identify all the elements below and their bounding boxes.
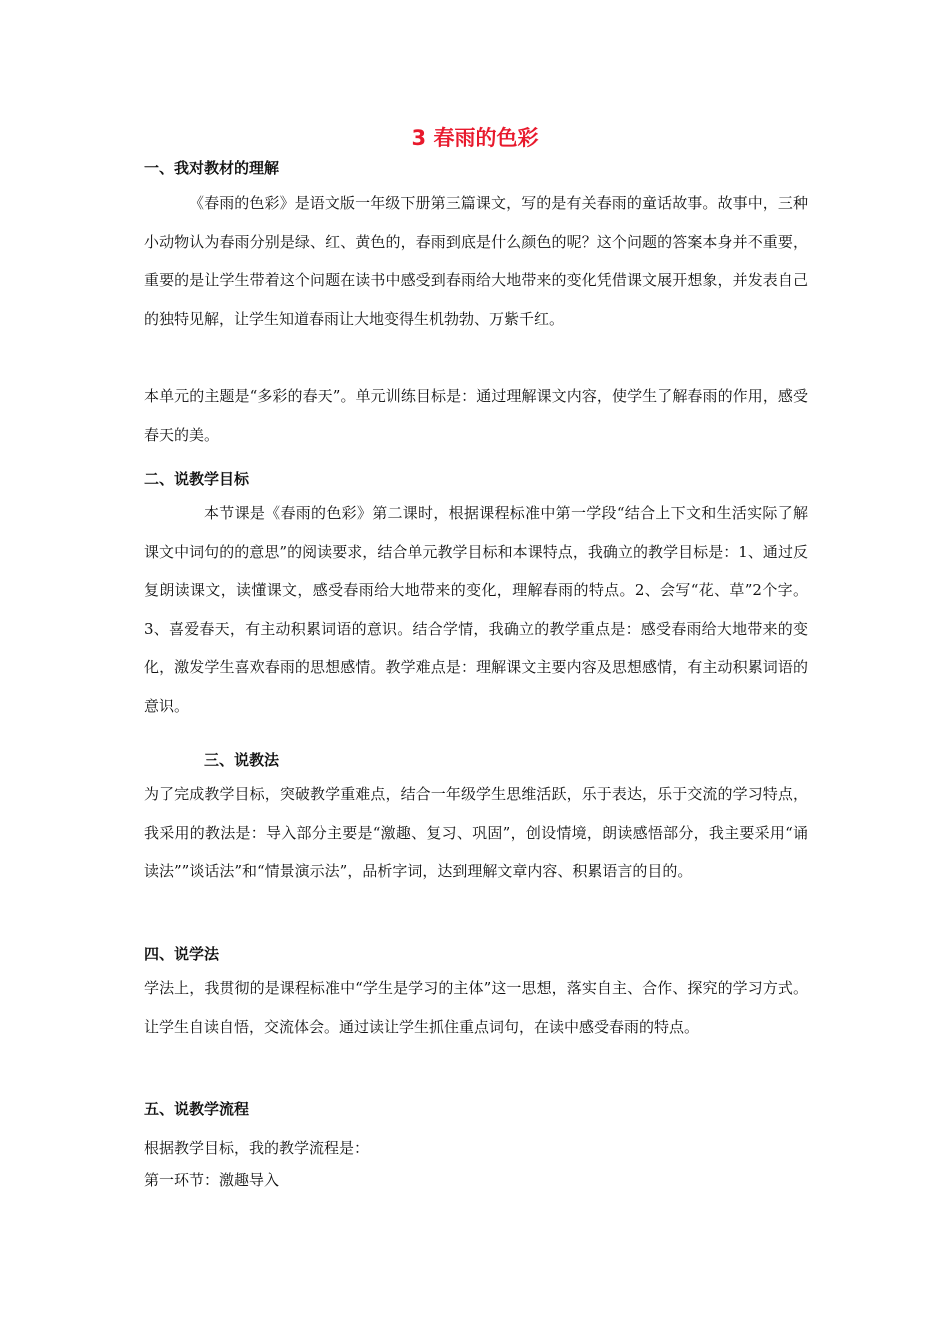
paragraph-process-intro: 根据教学目标，我的教学流程是： <box>144 1139 370 1157</box>
section-heading-teaching-process: 五、说教学流程 <box>144 1100 250 1118</box>
section-heading-teaching-methods: 三、说教法 <box>204 751 280 769</box>
paragraph-unit-theme: 本单元的主题是“多彩的春天”。单元训练目标是：通过理解课文内容，使学生了解春雨的作用，感受春天的美。 <box>144 387 808 444</box>
paragraph-textbook-understanding: 《春雨的色彩》是语文版一年级下册第三篇课文，写的是有关春雨的童话故事。故事中，三种小动物认为春雨分别是绿、红、黄色的，春雨到底是什么颜色的呢？这个问题的答案本身并不重要，重要的是让学生带着这个问题在读书中感受到春雨给大地带来的变化凭借课文展开想象，并发表自己的独特见解，让学生知道春雨让大地变得生机勃勃、万紫千红。 <box>144 194 808 328</box>
paragraph-teaching-goals: 本节课是《春雨的色彩》第二课时，根据课程标准中第一学段“结合上下文和生活实际了解课文中词句的的意思”的阅读要求，结合单元教学目标和本课特点，我确立的教学目标是：1、通过反复朗读课文，读懂课文，感受春雨给大地带来的变化，理解春雨的特点。2、会写“花、草”2个字。3、喜爱春天，有主动积累词语的意识。结合学情，我确立的教学重点是：感受春雨给大地带来的变化，激发学生喜欢春雨的思想感情。教学难点是：理解课文主要内容及思想感情，有主动积累词语的意识。 <box>144 504 808 715</box>
section-heading-understanding: 一、我对教材的理解 <box>144 159 280 177</box>
paragraph-learning-methods: 学法上，我贯彻的是课程标准中“学生是学习的主体”这一思想，落实自主、合作、探究的学习方式。让学生自读自悟，交流体会。通过读让学生抓住重点词句，在读中感受春雨的特点。 <box>144 979 808 1036</box>
paragraph-teaching-methods: 为了完成教学目标，突破教学重难点，结合一年级学生思维活跃，乐于表达，乐于交流的学习特点，我采用的教法是：导入部分主要是“激趣、复习、巩固”，创设情境，朗读感悟部分，我主要采用“诵读法””谈话法”和“情景演示法”，品析字词，达到理解文章内容、积累语言的目的。 <box>144 785 808 880</box>
section-heading-teaching-goals: 二、说教学目标 <box>144 470 250 488</box>
section-heading-learning-methods: 四、说学法 <box>144 945 220 963</box>
paragraph-process-step1: 第一环节：激趣导入 <box>144 1171 280 1189</box>
document-title: 3 春雨的色彩 <box>411 126 539 150</box>
